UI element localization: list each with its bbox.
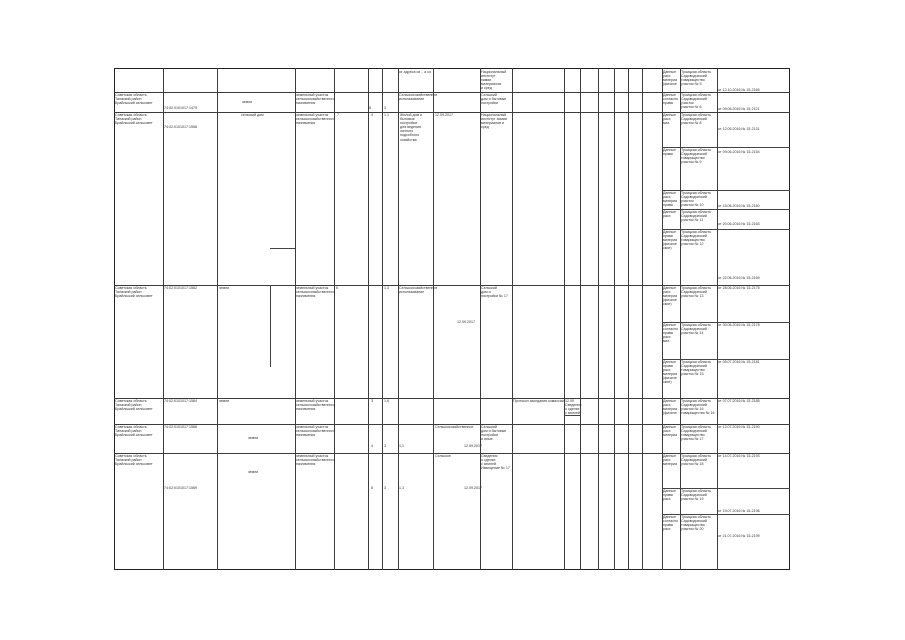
cell-text: земельный участок сельскохозяйственного назначения [296, 425, 335, 438]
cell-text: Троицкая область Садоводческий участок № 11 [681, 210, 711, 223]
cell-text: Сельскохозяйственное использование [399, 286, 438, 295]
cell-text: 8 [371, 486, 373, 490]
cell-text: Троицкая область Садоводческий товарищество участок № 5 [681, 70, 711, 87]
cell-text: Данные согласно права расх мат. [663, 323, 678, 344]
cell-text: от 28.06.2016 № 15-2175 [718, 286, 760, 290]
cell-text: 1,1 [384, 113, 389, 117]
cell-text: Советская область Талаский район Брайльский сельсовет [115, 425, 153, 438]
column-divider [217, 68, 218, 570]
cell-text: Данные права расх [663, 489, 676, 502]
cell-text: Троицкая область Садоводческий товарищество участок № 12 [681, 230, 711, 247]
cell-text: от 20.06.2016 № 15-2163 [718, 222, 760, 226]
cell-text: 1,3 [399, 486, 404, 490]
cell-text: 3 [384, 444, 386, 448]
cell-text: Сельскохозяйственное использование [399, 93, 438, 102]
cell-text: Сельский дом и бытовые постройки [481, 93, 507, 106]
cell-text: 12.09 Сведения о сделке с землей [565, 399, 582, 416]
column-divider [642, 68, 643, 570]
cell-text: Данные права материа (физиче ские) [663, 230, 677, 251]
cell-text: 3 [371, 399, 373, 403]
column-divider [628, 68, 629, 570]
cell-text: Троицкая область Садоводческий участок № 16 товарищество № 16 [681, 399, 715, 416]
cell-text: земельный участок сельскохозяйственного назначения [296, 454, 335, 467]
column-divider [382, 68, 383, 570]
cell-text: Данные права расх материа (физиче ские) [663, 360, 677, 385]
cell-text: земельный участок сельскохозяйственного назначения [296, 113, 335, 126]
cell-text: 4 [371, 444, 373, 448]
cell-text: 3 [384, 106, 386, 110]
cell-text: Данные расх материа (физиче [663, 399, 677, 416]
cell-rule [270, 285, 271, 367]
column-divider [480, 68, 481, 570]
cell-text: Троицкая область Садоводческий участок № 13 [681, 286, 711, 299]
cell-text: Троицкая область Садоводческий участок участок № 6 [681, 93, 711, 110]
cell-text: от 12.05.2016 № 15-2131 [718, 127, 760, 131]
cell-text: земельный участок сельскохозяйственного назначения [296, 286, 335, 299]
cell-text: Данные расх материа [663, 454, 677, 467]
column-divider [368, 68, 369, 570]
cell-text: от 07.07.2016 № 15-2185 [718, 399, 760, 403]
cell-text: Сельскохозяйственное [435, 425, 474, 429]
cell-text: 1,3 [384, 286, 389, 290]
cell-text: 7 [337, 113, 339, 117]
cell-text: 8 [369, 106, 371, 110]
cell-text: земли [219, 399, 230, 403]
cell-text: Троицкая область Садоводческий товарищество участок № 20 [681, 515, 711, 532]
cell-text: Советская область Талаский район Брайльский сельсовет [115, 399, 153, 412]
cell-text: от 09.06.2016 № 15-2154 [718, 150, 760, 154]
cell-text: от 12.10.2016 № 15-2166 [718, 88, 760, 92]
cell-text: Троицкая область Садоводческий участок № 14 [681, 323, 711, 336]
registry-table [114, 68, 790, 570]
cell-text: от 19.07.2016 № 15-2196 [718, 509, 760, 513]
column-divider [598, 68, 599, 570]
column-divider [433, 68, 434, 570]
cell-text: Сведения о сделке с землей Извещение № 17 [481, 454, 510, 471]
cell-text: 12.09.2017 [457, 320, 475, 324]
cell-text: 12.09.2017 [464, 444, 482, 448]
cell-text: Национальный институт химии материалов и сред [481, 113, 507, 130]
cell-text: от 21.07.2016 № 15-2199 [718, 534, 760, 538]
cell-text: Советская область Талаский район Брайльский сельсовет [115, 286, 153, 299]
cell-text: Троицкая область Садоводческий участок № 8 [681, 113, 711, 126]
cell-rule [270, 248, 295, 249]
cell-text: Троицкая область Садоводческий участок № 19 [681, 489, 711, 502]
column-divider [580, 68, 581, 570]
cell-text: Данные согласно права расх [663, 515, 678, 532]
column-divider [564, 68, 565, 570]
column-divider [717, 68, 718, 570]
cell-text: от 15.06.2016 № 15-2160 [718, 204, 760, 208]
cell-text: Сельский дом и постройки № 17 [481, 286, 508, 299]
cell-text: земли [242, 100, 253, 104]
cell-text: земли [248, 470, 259, 474]
column-divider [512, 68, 513, 570]
cell-text: 6 [336, 286, 338, 290]
cell-text: от 30.06.2016 № 15-2178 [718, 323, 760, 327]
cell-text: Сельское [435, 454, 451, 458]
cell-text: Данные согласно права [663, 93, 678, 106]
cell-text: 1,6 [384, 399, 389, 403]
cell-text: от 05.07.2016 № 15-2181 [718, 360, 760, 364]
column-divider [163, 68, 164, 570]
cell-text: от 22.06.2016 № 15-2169 [718, 276, 760, 280]
cell-text: Жилой дом и бытовые постройки для ведения личного подсобного хозяйства [400, 113, 423, 142]
cell-text: 12.09.2017 [464, 486, 482, 490]
cell-text: Данные расх материа права [663, 191, 677, 208]
cell-text: Троицкая область Садоводческий товарищество участок № 9 [681, 148, 711, 165]
cell-text: от 14.07.2016 № 15-2193 [718, 454, 760, 458]
cell-text: Национальный институт химии материалов и сред [481, 70, 507, 91]
cell-text: Советская область Талаский район Брайльский сельсовет [115, 113, 153, 126]
cell-text: 74:02:0101017:1569 [164, 486, 197, 490]
cell-text: Данные расх мат. [663, 113, 676, 126]
cell-text: Троицкая область Садоводческий участок № 18 [681, 454, 711, 467]
cell-text: 74:02:0101017:1566 [164, 425, 197, 429]
cell-text: земли [248, 436, 259, 440]
cell-text: Троицкая область Садоводческий участок участок № 10 [681, 191, 711, 208]
column-divider [614, 68, 615, 570]
cell-text: от 09.06.2016 № 15-2121 [718, 107, 760, 111]
cell-text: Данные расх [663, 210, 676, 219]
cell-text: Данные расх материа [663, 425, 677, 438]
cell-text: земельный участок сельскохозяйственного назначения [296, 93, 335, 106]
cell-text: 3 [384, 486, 386, 490]
cell-text: Протокол заседания комиссии [513, 399, 564, 403]
cell-text: 74:02:0101017:1562 [164, 286, 197, 290]
cell-text: от адреса си .. а со [399, 70, 432, 74]
cell-text: от 12.07.2016 № 15-2190 [718, 425, 760, 429]
cell-text: земельный участок сельскохозяйственного назначения [296, 399, 335, 412]
cell-text: Сельский дом и бытовые постройки и иные [481, 425, 507, 442]
cell-text: 1,1 [399, 444, 404, 448]
cell-text: сельский дом [241, 113, 264, 117]
cell-text: 12.09.2017 [435, 113, 453, 117]
cell-text: Данные расх материа (физиче [663, 70, 677, 87]
column-divider [334, 68, 335, 570]
cell-text: Троицкая область Садоводческий товарищество участок № 15 [681, 360, 711, 377]
column-divider [398, 68, 399, 570]
cell-text: 74:02:0101017:1564 [164, 399, 197, 403]
cell-text: Советская область Талаский район Брайльский сельсовет [115, 454, 153, 467]
cell-text: Троицкая область Садоводческий товарищество участок № 17 [681, 425, 711, 442]
cell-text: Советская область Талаский район Брайльский сельсовет [115, 93, 153, 106]
cell-text: Данные права [663, 148, 676, 157]
cell-text: 74:02:0101017:1475 [164, 106, 197, 110]
cell-text: Данные расх материа (физиче ские) [663, 286, 677, 307]
cell-text: земли [219, 286, 230, 290]
column-divider [295, 68, 296, 570]
cell-text: 4 [371, 113, 373, 117]
cell-text: 74:02:0101017:1558 [164, 125, 197, 129]
